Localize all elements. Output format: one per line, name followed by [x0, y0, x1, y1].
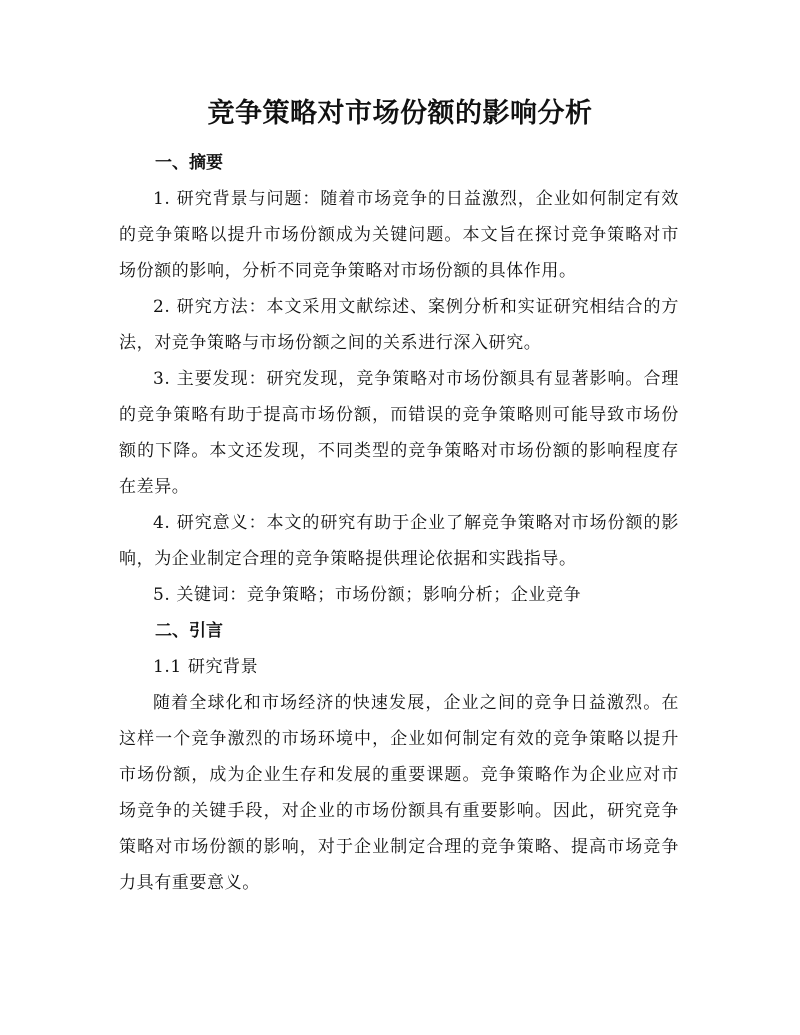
document-title: 竞争策略对市场份额的影响分析	[207, 98, 593, 129]
section-heading-abstract: 一、摘要	[155, 153, 223, 173]
abstract-item-method: 2. 研究方法：本文采用文献综述、案例分析和实证研究相结合的方法，对竞争策略与市场份额之间的关系进行深入研究。	[119, 297, 679, 353]
subsection-heading-background: 1.1 研究背景	[153, 657, 259, 677]
abstract-item-significance: 4. 研究意义：本文的研究有助于企业了解竞争策略对市场份额的影响，为企业制定合理的竞争策略提供理论依据和实践指导。	[119, 513, 679, 569]
abstract-item-background: 1. 研究背景与问题：随着市场竞争的日益激烈，企业如何制定有效的竞争策略以提升市场份额成为关键问题。本文旨在探讨竞争策略对市场份额的影响，分析不同竞争策略对市场份额的具体作用。	[119, 189, 679, 281]
abstract-item-keywords: 5. 关键词：竞争策略；市场份额；影响分析；企业竞争	[153, 585, 582, 605]
abstract-item-findings: 3. 主要发现：研究发现，竞争策略对市场份额具有显著影响。合理的竞争策略有助于提高市场份额，而错误的竞争策略则可能导致市场份额的下降。本文还发现，不同类型的竞争策略对市场份额的影响程度存在差异。	[119, 369, 679, 497]
section-heading-introduction: 二、引言	[155, 621, 223, 641]
document-body	[119, 145, 679, 901]
introduction-paragraph: 随着全球化和市场经济的快速发展，企业之间的竞争日益激烈。在这样一个竞争激烈的市场环境中，企业如何制定有效的竞争策略以提升市场份额，成为企业生存和发展的重要课题。竞争策略作为企业应对市场竞争的关键手段，对企业的市场份额具有重要影响。因此，研究竞争策略对市场份额的影响，对于企业制定合理的竞争策略、提高市场竞争力具有重要意义。	[119, 693, 679, 893]
